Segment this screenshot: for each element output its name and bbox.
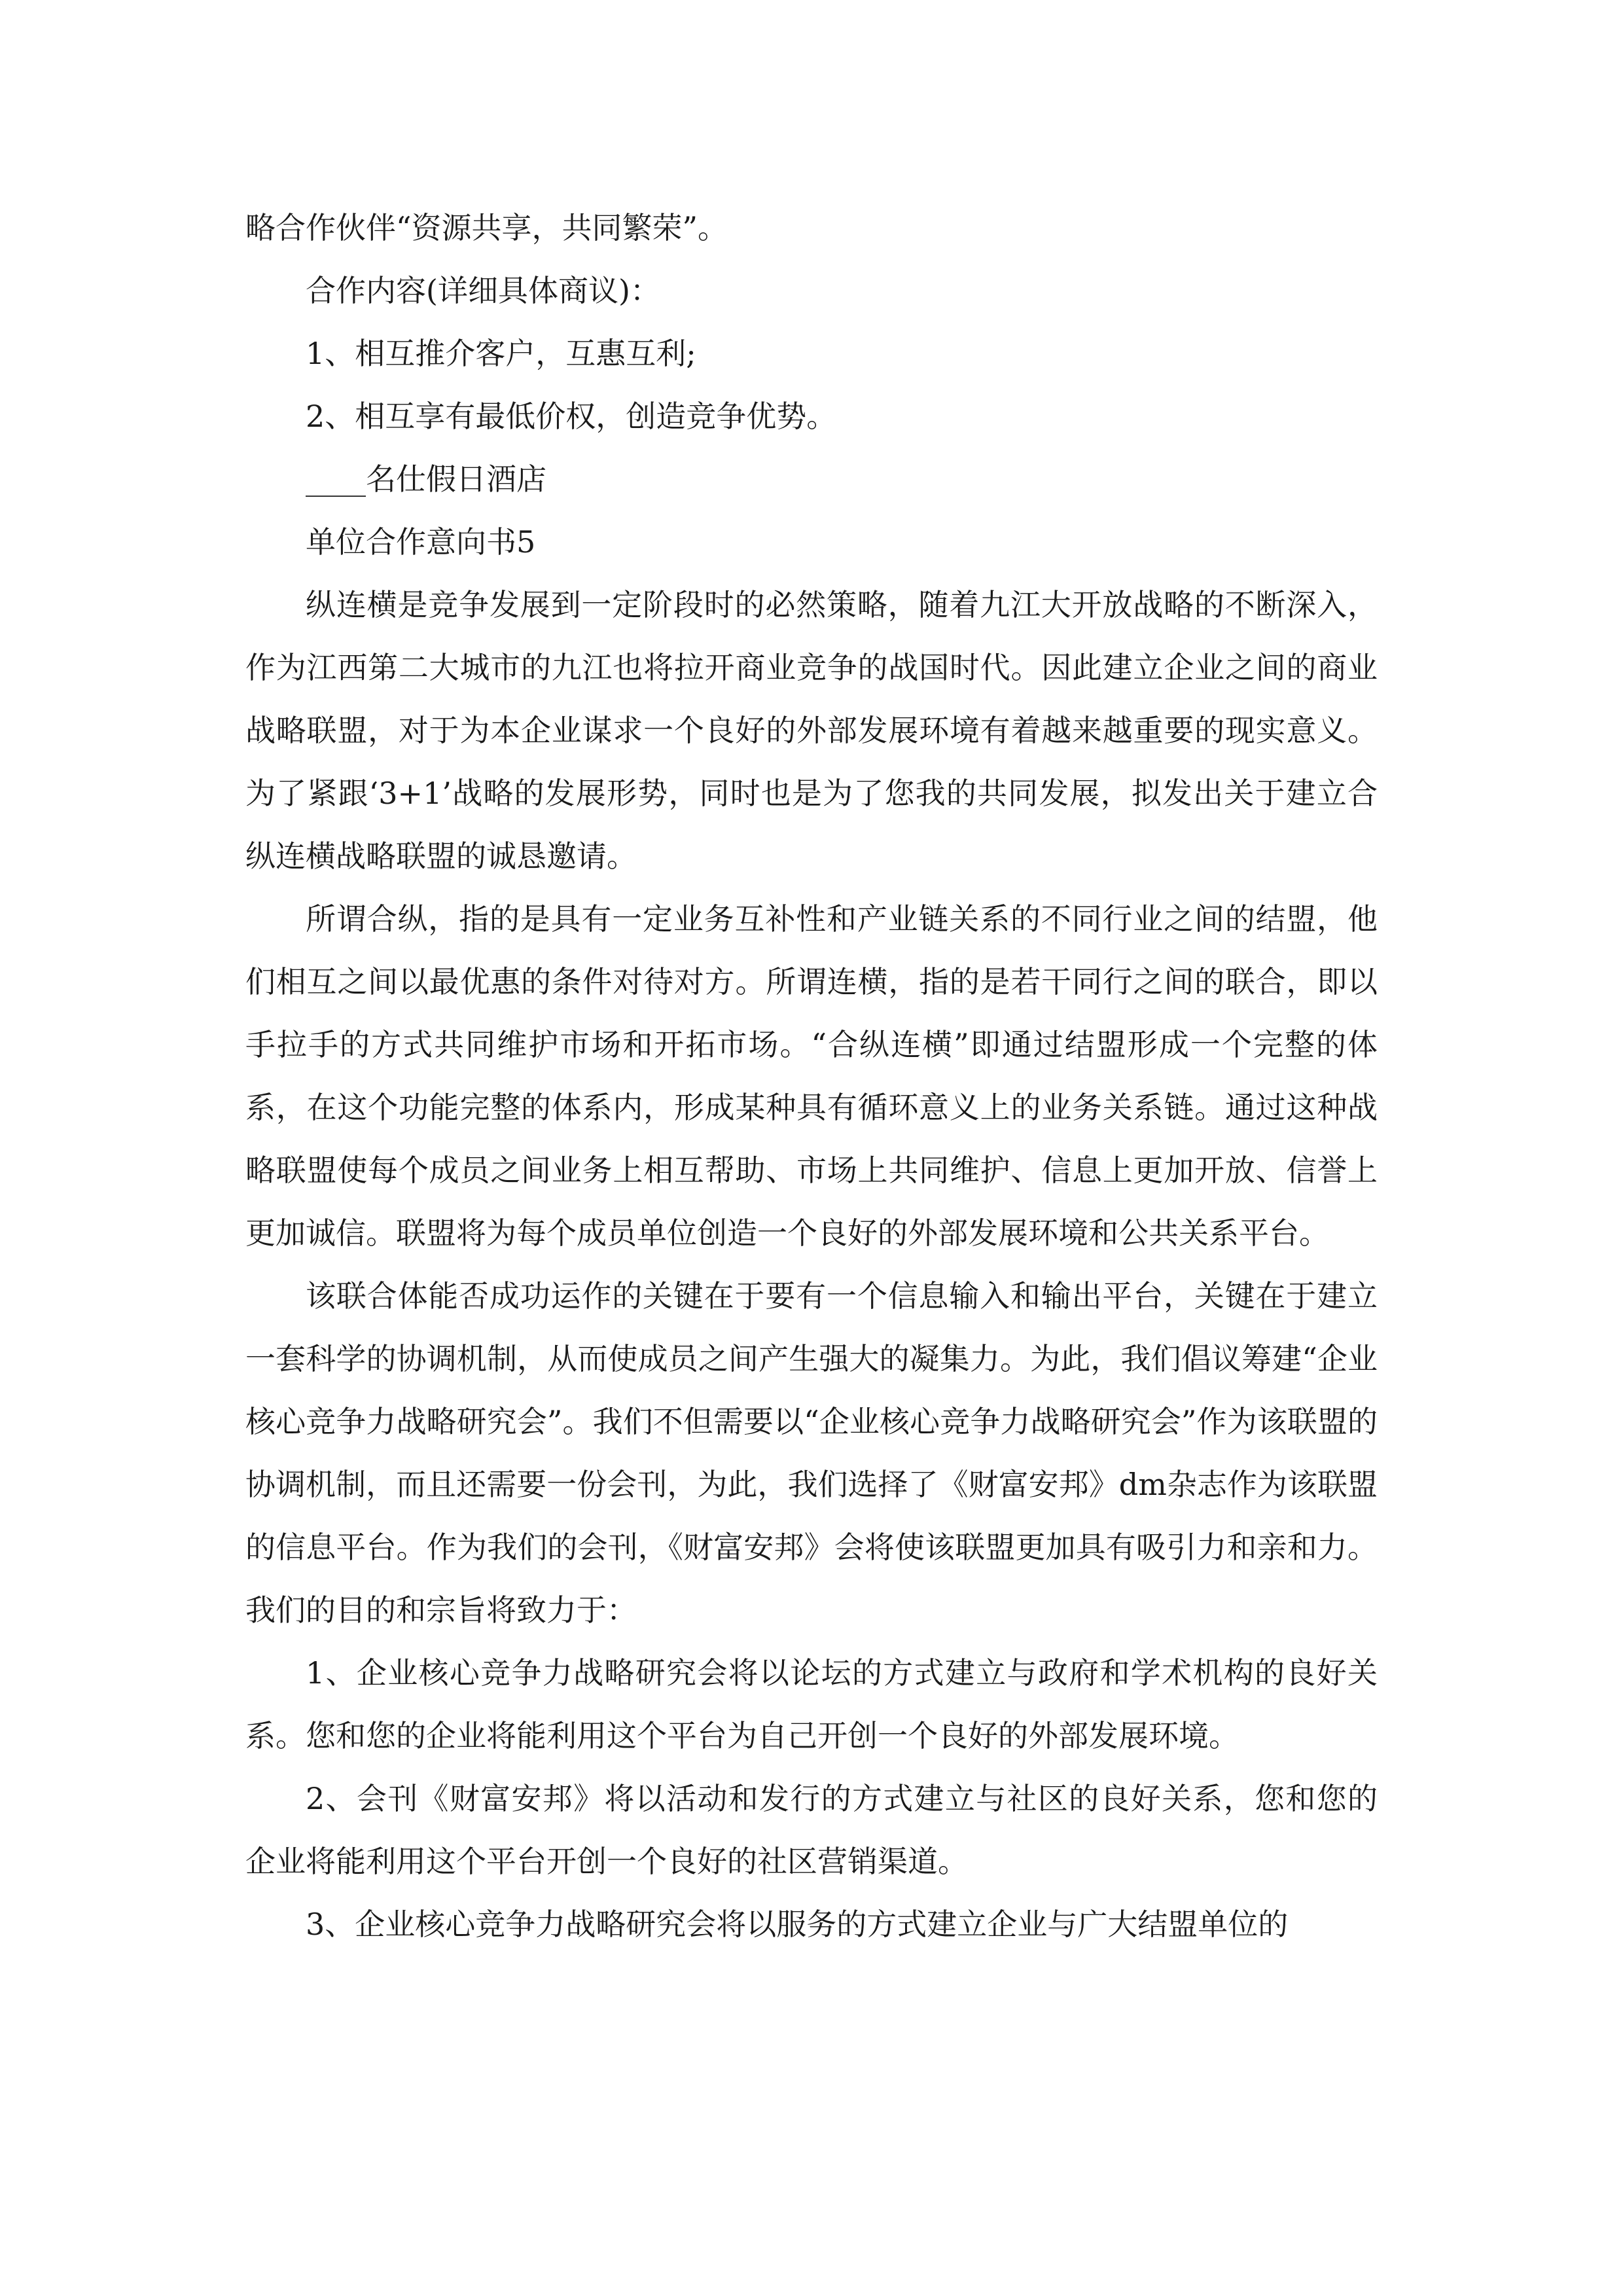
paragraph-item-2: 2、相互享有最低价权，创造竞争优势。 (306, 399, 837, 434)
paragraph-cooperation-heading: 合作内容(详细具体商议)： (306, 273, 660, 308)
paragraph-goal-2: 2、会刊《财富安邦》将以活动和发行的方式建立与社区的良好关系，您和您的企业将能利用这个平台开创一个良好的社区营销渠道。 (245, 1781, 1378, 1879)
paragraph-continuation: 略合作伙伴“资源共享，共同繁荣”。 (245, 210, 728, 245)
document-page (245, 196, 1378, 1956)
paragraph-goal-1: 1、企业核心竞争力战略研究会将以论坛的方式建立与政府和学术机构的良好关系。您和您的企业将能利用这个平台为自己开创一个良好的外部发展环境。 (245, 1655, 1378, 1753)
section-title: 单位合作意向书5 (306, 524, 536, 560)
paragraph-mechanism: 该联合体能否成功运作的关键在于要有一个信息输入和输出平台，关键在于建立一套科学的协调机制，从而使成员之间产生强大的凝集力。为此，我们倡议筹建“企业核心竞争力战略研究会”。我们不但需要以“企业核心竞争力战略研究会”作为该联盟的协调机制，而且还需要一份会刊，为此，我们选择了《财富安邦》dm杂志作为该联盟的信息平台。作为我们的会刊，《财富安邦》会将使该联盟更加具有吸引力和亲和力。我们的目的和宗旨将致力于： (245, 1278, 1378, 1628)
paragraph-definition: 所谓合纵，指的是具有一定业务互补性和产业链关系的不同行业之间的结盟，他们相互之间以最优惠的条件对待对方。所谓连横，指的是若干同行之间的联合，即以手拉手的方式共同维护市场和开拓市场。“合纵连横”即通过结盟形成一个完整的体系，在这个功能完整的体系内，形成某种具有循环意义上的业务关系链。通过这种战略联盟使每个成员之间业务上相互帮助、市场上共同维护、信息上更加开放、信誉上更加诚信。联盟将为每个成员单位创造一个良好的外部发展环境和公共关系平台。 (245, 901, 1378, 1251)
paragraph-goal-3: 3、企业核心竞争力战略研究会将以服务的方式建立企业与广大结盟单位的 (306, 1907, 1289, 1942)
paragraph-item-1: 1、相互推介客户，互惠互利; (306, 336, 696, 371)
paragraph-intro: 纵连横是竞争发展到一定阶段时的必然策略，随着九江大开放战略的不断深入，作为江西第二大城市的九江也将拉开商业竞争的战国时代。因此建立企业之间的商业战略联盟，对于为本企业谋求一个良好的外部发展环境有着越来越重要的现实意义。为了紧跟‘3+1’战略的发展形势，同时也是为了您我的共同发展，拟发出关于建立合纵连横战略联盟的诚恳邀请。 (245, 587, 1378, 874)
paragraph-signature: ____名仕假日酒店 (306, 461, 546, 497)
